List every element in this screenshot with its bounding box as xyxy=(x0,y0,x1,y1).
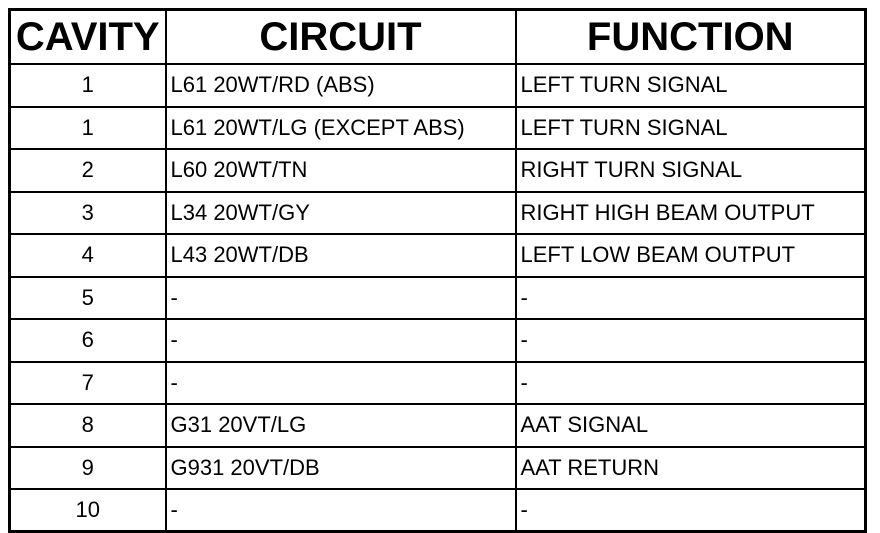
circuit-cell: G931 20VT/DB xyxy=(166,447,516,490)
function-cell: - xyxy=(516,319,866,362)
header-circuit: CIRCUIT xyxy=(166,10,516,65)
table-row xyxy=(10,489,866,532)
table-row xyxy=(10,319,866,362)
table-row xyxy=(10,64,866,107)
circuit-cell: L43 20WT/DB xyxy=(166,234,516,277)
circuit-cell: - xyxy=(166,489,516,532)
connector-pinout-table xyxy=(8,8,867,533)
table-row xyxy=(10,192,866,235)
function-cell: AAT SIGNAL xyxy=(516,404,866,447)
header-cavity: CAVITY xyxy=(10,10,166,65)
table-row xyxy=(10,107,866,150)
circuit-cell: L61 20WT/RD (ABS) xyxy=(166,64,516,107)
circuit-cell: - xyxy=(166,362,516,405)
function-cell: RIGHT HIGH BEAM OUTPUT xyxy=(516,192,866,235)
cavity-cell: 1 xyxy=(10,107,166,150)
cavity-cell: 8 xyxy=(10,404,166,447)
circuit-cell: L61 20WT/LG (EXCEPT ABS) xyxy=(166,107,516,150)
cavity-cell: 4 xyxy=(10,234,166,277)
function-cell: - xyxy=(516,362,866,405)
circuit-cell: L34 20WT/GY xyxy=(166,192,516,235)
cavity-cell: 6 xyxy=(10,319,166,362)
function-cell: AAT RETURN xyxy=(516,447,866,490)
cavity-cell: 10 xyxy=(10,489,166,532)
function-cell: - xyxy=(516,489,866,532)
header-row xyxy=(10,10,866,65)
table-row xyxy=(10,404,866,447)
header-function: FUNCTION xyxy=(516,10,866,65)
cavity-cell: 2 xyxy=(10,149,166,192)
table-header xyxy=(10,10,866,65)
table-row xyxy=(10,447,866,490)
function-cell: LEFT TURN SIGNAL xyxy=(516,64,866,107)
table-row xyxy=(10,234,866,277)
table-row xyxy=(10,362,866,405)
circuit-cell: L60 20WT/TN xyxy=(166,149,516,192)
table-row xyxy=(10,149,866,192)
cavity-cell: 7 xyxy=(10,362,166,405)
function-cell: LEFT LOW BEAM OUTPUT xyxy=(516,234,866,277)
circuit-cell: - xyxy=(166,277,516,320)
table-body xyxy=(10,64,866,532)
cavity-cell: 5 xyxy=(10,277,166,320)
cavity-cell: 3 xyxy=(10,192,166,235)
circuit-cell: - xyxy=(166,319,516,362)
circuit-cell: G31 20VT/LG xyxy=(166,404,516,447)
connector-pinout-sheet xyxy=(8,8,864,524)
cavity-cell: 1 xyxy=(10,64,166,107)
function-cell: RIGHT TURN SIGNAL xyxy=(516,149,866,192)
function-cell: LEFT TURN SIGNAL xyxy=(516,107,866,150)
function-cell: - xyxy=(516,277,866,320)
cavity-cell: 9 xyxy=(10,447,166,490)
table-row xyxy=(10,277,866,320)
